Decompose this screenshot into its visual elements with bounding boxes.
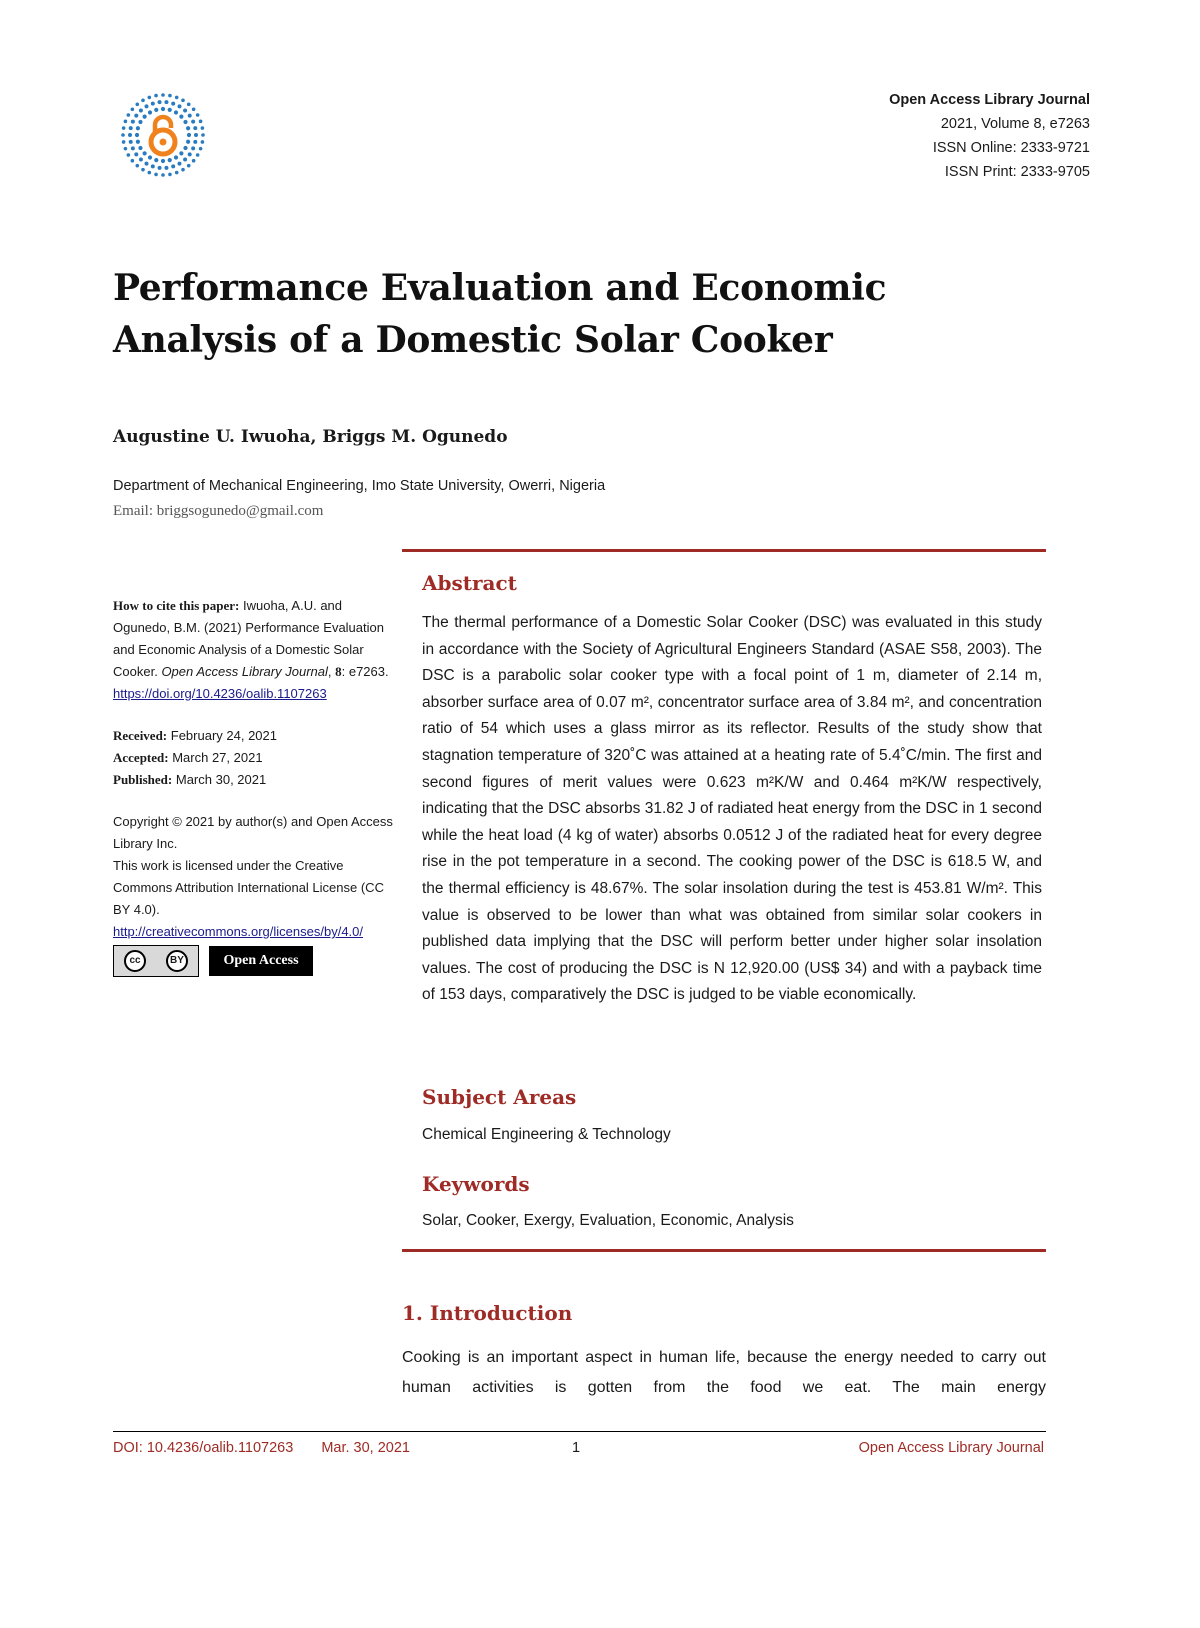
paper-title: [113, 262, 993, 366]
footer-doi-date: [113, 1440, 410, 1456]
abstract-text: The thermal performance of a Domestic Solar Cooker (DSC) was evaluated in this study in accordance with the Society of Agricultural Engineers Standard (ASAE S58, 2003). The DSC is a parabolic solar cooker type with a focal point of 1 m, diameter of 2.14 m, absorber surface area of 0.07 m², concentrator surface area of 3.84 m², and concentration ratio of 54 which uses a glass mirror as its reflector. Results of the study show that stagnation temperature of 320˚C was attained at a heating rate of 5.4˚C/min. The first and second figures of merit values were 0.623 m²K/W and 0.464 m²K/W respectively, indicating that the DSC absorbs 31.82 J of radiated heat energy from the DSC in 1 second while the heat load (4 kg of water) absorbs 0.0512 J of the radiated heat for every degree rise in the pot temperature in a second. The cooking power of the DSC is 618.5 W, and the thermal efficiency is 48.67%. The solar insolation during the test is 453.81 W/m². This value is observed to be lower than what was obtained from similar solar cookers in published data implying that the DSC will perform better under higher solar insolation values. The cost of producing the DSC is N 12,920.00 (US$ 34) and with a payback time of 153 days, comparatively the DSC is judged to be viable economically.: [422, 614, 1042, 1004]
cite-text: Iwuoha, A.U. and Ogunedo, B.M. (2021) Performance Evaluation and Economic Analysis of a Domestic Solar Cooker.: [113, 598, 384, 679]
paper-authors: Augustine U. Iwuoha, Briggs M. Ogunedo: [113, 427, 508, 447]
subject-areas-heading: Subject Areas: [422, 1085, 577, 1109]
journal-volume: 2021, Volume 8, e7263: [940, 116, 1090, 132]
paper-title-line-2: Analysis of a Domestic Solar Cooker: [113, 319, 833, 361]
paper-title-line-1: Performance Evaluation and Economic: [113, 267, 887, 309]
paper-affiliation: Department of Mechanical Engineering, Imo State University, Owerri, Nigeria: [113, 478, 606, 494]
published-date: March 30, 2021: [175, 772, 267, 787]
keywords-text: Solar, Cooker, Exergy, Evaluation, Economic, Analysis: [422, 1212, 794, 1229]
copyright-text: Copyright © 2021 by author(s) and Open Access Library Inc.: [113, 814, 393, 851]
citation-block: How to cite this paper: Iwuoha, A.U. and Ogunedo, B.M. (2021) Performance Evaluation and Economic Analysis of a Domestic Solar Cooker. Open Access Library Journal, 8: e7263.: [113, 598, 389, 679]
issn-print: ISSN Print: 2333-9705: [944, 164, 1090, 180]
doi-link[interactable]: https://doi.org/10.4236/oalib.1107263: [113, 686, 327, 701]
license-link[interactable]: http://creativecommons.org/licenses/by/4.0/: [113, 924, 364, 939]
accepted-date: March 27, 2021: [172, 750, 263, 765]
accepted-row: [113, 747, 400, 769]
cc-icon: cc: [124, 950, 146, 972]
introduction-text: Cooking is an important aspect in human life, because the energy needed to carry out human activities is gotten from the food we eat. The main energy: [402, 1349, 1046, 1396]
cite-label: How to cite this paper:: [113, 598, 240, 613]
received-date: February 24, 2021: [170, 728, 277, 743]
journal-info: [889, 88, 1090, 184]
footer-date: Mar. 30, 2021: [321, 1440, 410, 1456]
cite-journal: Open Access Library Journal: [161, 664, 328, 679]
journal-name: Open Access Library Journal: [889, 92, 1090, 108]
license-badges: [113, 945, 400, 977]
keywords-heading: Keywords: [422, 1172, 530, 1196]
footer-journal-name: Open Access Library Journal: [858, 1440, 1044, 1456]
footer-doi: DOI: 10.4236/oalib.1107263: [113, 1440, 294, 1456]
received-label: Received:: [113, 728, 168, 743]
received-row: [113, 725, 400, 747]
introduction-heading: 1. Introduction: [402, 1301, 573, 1325]
issn-online: ISSN Online: 2333-9721: [932, 140, 1090, 156]
accepted-label: Accepted:: [113, 750, 169, 765]
by-person-icon: BY: [166, 950, 188, 972]
subject-areas-text: Chemical Engineering & Technology: [422, 1126, 671, 1143]
cite-article: : e7263.: [341, 664, 389, 679]
abstract-top-rule: [402, 549, 1046, 552]
open-access-badge[interactable]: Open Access: [209, 946, 313, 976]
footer-rule: [113, 1431, 1046, 1432]
license-text: This work is licensed under the Creative Commons Attribution International License (CC BY 4.0).: [113, 858, 384, 917]
abstract-bottom-rule: [402, 1249, 1046, 1252]
abstract-heading: Abstract: [422, 571, 517, 595]
page-number: 1: [572, 1440, 581, 1456]
open-access-logo-icon: [118, 90, 208, 180]
citation-sidebar: [113, 595, 400, 977]
published-label: Published:: [113, 772, 173, 787]
cc-by-badge[interactable]: [113, 945, 199, 977]
paper-email: Email: briggsogunedo@gmail.com: [113, 503, 324, 519]
published-row: [113, 769, 400, 791]
cite-volume: 8: [335, 664, 342, 679]
